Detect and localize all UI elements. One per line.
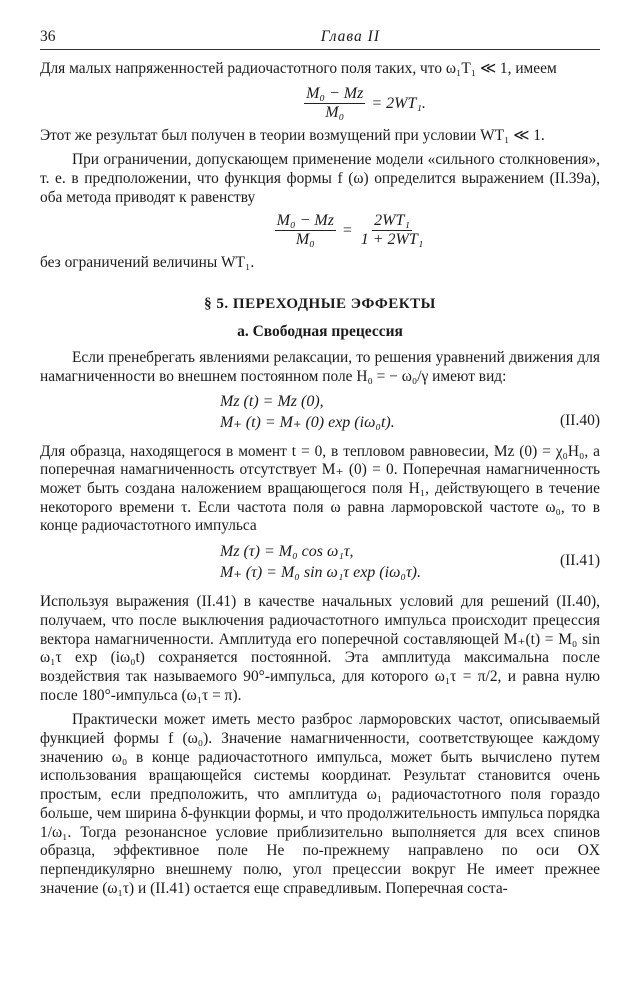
equation-strong-collision: [40, 208, 600, 254]
equation-line: Mz (τ) = M₀ cos ω₁τ,: [220, 543, 354, 561]
equation-number: (II.41): [559, 552, 600, 570]
fraction-right: [359, 212, 426, 249]
equation-line: M₊ (t) = M₊ (0) exp (iω₀t).: [220, 413, 395, 431]
running-header: [40, 28, 600, 50]
subsection-heading: а. Свободная прецессия: [237, 323, 403, 341]
equation-number: (II.40): [559, 411, 600, 429]
equals-sign: =: [341, 221, 353, 239]
paragraph-free-precession: Если пренебрегать явлениями релаксации, то решения уравнений движения для намагниченности во внешнем постоянном поле H₀ = − ω₀/γ имеют вид:: [40, 349, 600, 385]
page: [40, 28, 600, 898]
fraction-denominator: M₀: [325, 103, 345, 121]
fraction-left: [275, 212, 336, 249]
equation-small-field: [40, 79, 600, 127]
paragraph-strong-collision: При ограничении, допускающем применение модели «сильного столкновения», т. е. в предположении, что функция формы f (ω) определится выражением (II.39a), оба метода приводят к равенству: [40, 151, 600, 206]
section-heading: § 5. ПЕРЕХОДНЫЕ ЭФФЕКТЫ: [204, 296, 436, 313]
paragraph-initial-conditions: Используя выражения (II.41) в качестве начальных условий для решений (II.40), получаем, что после выключения радиочастотного импульса происходит прецессия вектора намагниченности. Амплитуда его поперечной составляющей M₊(t) = M₀ sin ω₁τ exp (iω₀t) сохраняется постоянной. Эта амплитуда максимальна после воздействия так называемого 90°-импульса, для которого ω₁τ = π/2, и равна нулю после 180°-импульса (ω₁τ = π).: [40, 593, 600, 704]
fraction: [304, 85, 365, 122]
paragraph-larmor-spread: Практически может иметь место разброс ларморовских частот, описываемый функцией формы f (ω₀). Значение намагниченности, соответствующее каждому значению ω₀ в конце радиочастотного импульса, может быть вычислено путем использования вращающейся системы координат. Результат становится очень простым, если предположить, что амплитуда ω₁ радиочастотного поля гораздо больше, чем ширина δ-функции формы, и что продолжительность импульса порядка 1/ω₁. Тогда резонансное условие приблизительно выполняется для всех спинов образца, эффективное поле He по-прежнему направлено по оси OX перпендикулярно внешнему полю, угол прецессии вокруг He имеет прежнее значение (ω₁τ) и (II.41) остается еще справедливым. Поперечная соста-: [40, 711, 600, 897]
equation-II-41: [40, 541, 600, 587]
fraction-denominator: M₀: [295, 230, 315, 248]
page-number: 36: [40, 28, 56, 45]
paragraph-no-limit: без ограничений величины WT₁.: [40, 253, 255, 271]
equation-II-40: [40, 391, 600, 437]
paragraph-intro: Для малых напряженностей радиочастотного поля таких, что ω₁T₁ ≪ 1, имеем: [40, 60, 557, 77]
equation-line: Mz (t) = Mz (0),: [220, 392, 324, 410]
fraction-denominator: 1 + 2WT₁: [360, 230, 424, 248]
fraction-numerator: M₀ − Mz: [306, 84, 364, 102]
paragraph-perturbation: Этот же результат был получен в теории возмущений при условии WT₁ ≪ 1.: [40, 126, 545, 144]
paragraph-thermal-equilibrium: Для образца, находящегося в момент t = 0, в тепловом равновесии, Mz (0) = χ₀H₀, а поперечная намагниченность отсутствует M₊ (0) = 0. Поперечная намагниченность может быть создана наложением вращающегося поля H₁, действующего в течение некоторого времени τ. Если частота поля ω равна ларморовской частоте ω₀, то в конце радиочастотного импульса: [40, 442, 600, 535]
chapter-title: Глава II: [320, 28, 380, 45]
fraction-numerator: M₀ − Mz: [276, 211, 334, 229]
equation-rhs: = 2WT₁.: [371, 94, 426, 112]
fraction-numerator: 2WT₁: [374, 211, 410, 229]
equation-line: M₊ (τ) = M₀ sin ω₁τ exp (iω₀τ).: [220, 564, 421, 582]
